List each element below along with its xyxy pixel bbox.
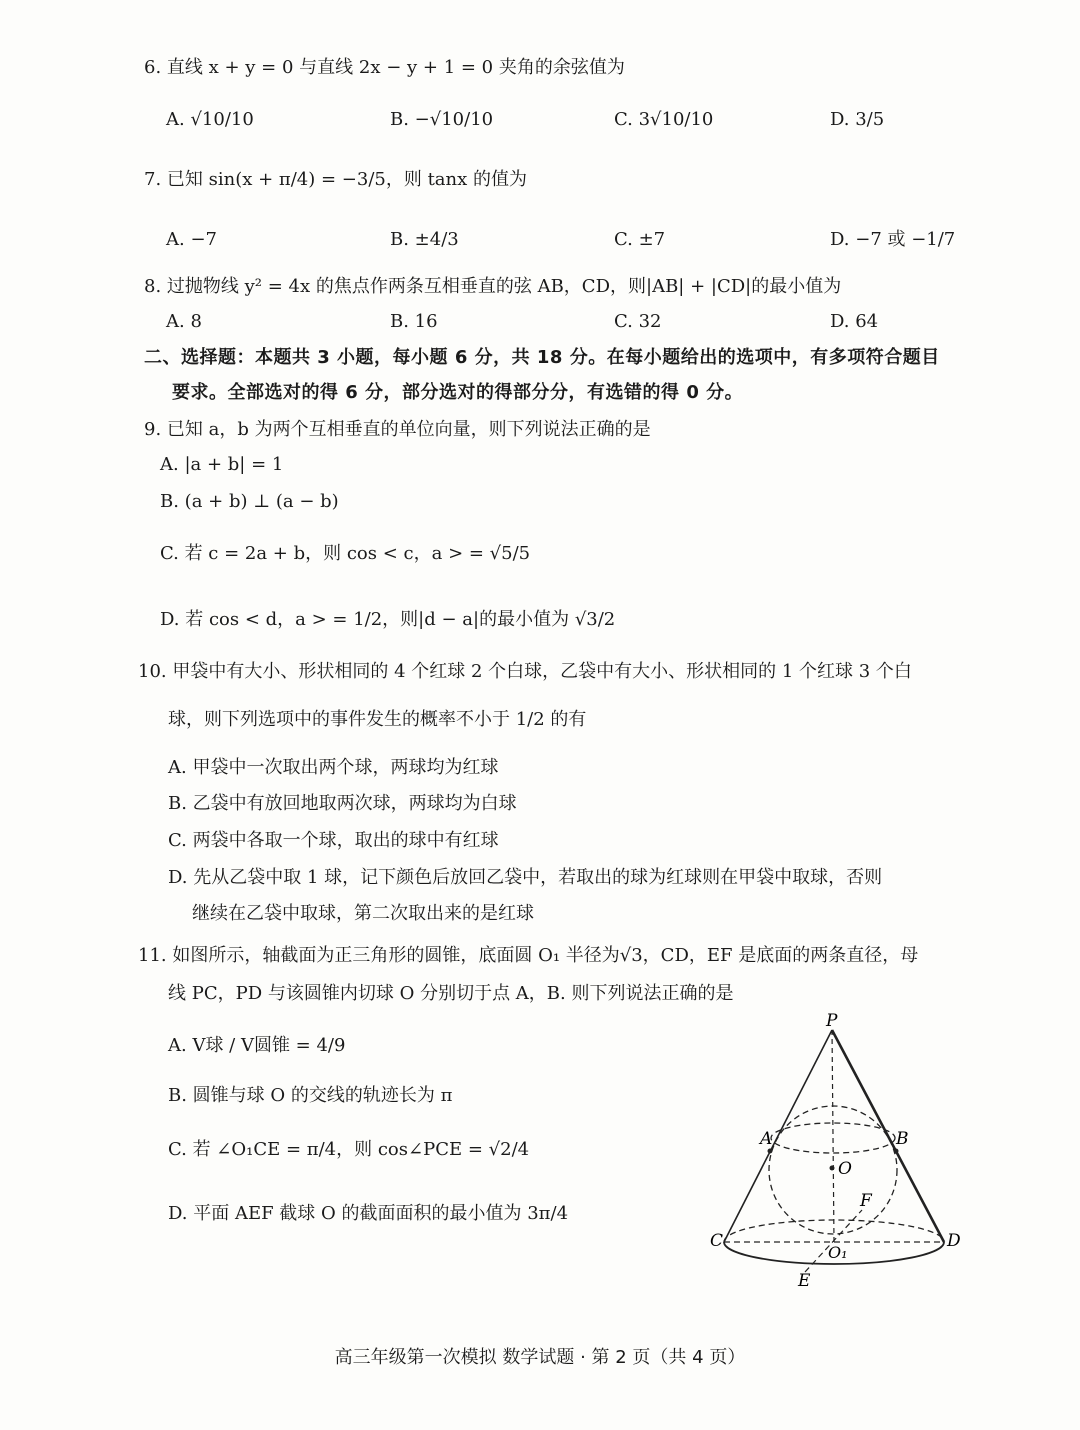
label-c: C: [710, 1231, 724, 1251]
q8-option-c: C. 32: [614, 311, 662, 332]
q7-stem: 7. 已知 sin(x + π/4) = −3/5，则 tanx 的值为: [144, 169, 528, 190]
q11-stem: 11. 如图所示，轴截面为正三角形的圆锥，底面圆 O₁ 半径为√3，CD，EF 是底面的两条直径，母: [138, 945, 919, 966]
cone-axis: [832, 1030, 834, 1242]
q9-option-c: C. 若 c = 2a + b，则 cos < c，a > = √5/5: [160, 543, 531, 564]
label-a: A: [760, 1129, 773, 1149]
q7-option-c: C. ±7: [614, 229, 666, 250]
q11-option-d: D. 平面 AEF 截球 O 的截面面积的最小值为 3π/4: [168, 1203, 569, 1224]
section2-heading: 二、选择题：本题共 3 小题，每小题 6 分，共 18 分。在每小题给出的选项中，有多项符合题目: [144, 347, 940, 368]
point-b-dot: [894, 1149, 899, 1154]
q8-option-d: D. 64: [830, 311, 879, 332]
q9-option-a: A. |a + b| = 1: [160, 454, 284, 475]
center-o-dot: [830, 1166, 835, 1171]
q11-stem-cont: 线 PC，PD 与该圆锥内切球 O 分别切于点 A，B. 则下列说法正确的是: [168, 983, 734, 1004]
point-a-dot: [768, 1149, 773, 1154]
generatrix-pc: [724, 1030, 832, 1242]
q9-option-b: B. (a + b) ⊥ (a − b): [160, 491, 339, 512]
q6-option-b: B. −√10/10: [390, 109, 494, 130]
label-e: E: [798, 1271, 811, 1291]
label-b: B: [896, 1129, 909, 1149]
label-o1: O₁: [828, 1243, 848, 1262]
q7-option-b: B. ±4/3: [390, 229, 459, 250]
q7-option-a: A. −7: [166, 229, 217, 250]
cone-sphere-figure: [700, 1010, 980, 1300]
q11-option-a: A. V球 / V圆锥 = 4/9: [168, 1035, 346, 1056]
q8-option-b: B. 16: [390, 311, 438, 332]
page-footer: 高三年级第一次模拟 数学试题 · 第 2 页（共 4 页）: [334, 1347, 746, 1368]
label-d: D: [947, 1231, 961, 1251]
q10-option-a: A. 甲袋中一次取出两个球，两球均为红球: [168, 757, 499, 778]
q7-option-d: D. −7 或 −1/7: [830, 229, 956, 250]
q9-option-d: D. 若 cos < d，a > = 1/2，则|d − a|的最小值为 √3/2: [160, 609, 616, 630]
q6-option-a: A. √10/10: [166, 109, 254, 130]
label-o: O: [838, 1159, 852, 1179]
q8-stem: 8. 过抛物线 y² = 4x 的焦点作两条互相垂直的弦 AB，CD，则|AB| + |CD|的最小值为: [144, 276, 842, 297]
label-p: P: [826, 1011, 838, 1031]
q10-option-d: D. 先从乙袋中取 1 球，记下颜色后放回乙袋中，若取出的球为红球则在甲袋中取球，否则: [168, 867, 883, 888]
q6-option-c: C. 3√10/10: [614, 109, 714, 130]
q11-option-c: C. 若 ∠O₁CE = π/4，则 cos∠PCE = √2/4: [168, 1139, 530, 1160]
section2-heading-cont: 要求。全部选对的得 6 分，部分选对的得部分分，有选错的得 0 分。: [172, 382, 744, 403]
q6-stem: 6. 直线 x + y = 0 与直线 2x − y + 1 = 0 夹角的余弦值为: [144, 57, 625, 78]
q10-stem: 10. 甲袋中有大小、形状相同的 4 个红球 2 个白球，乙袋中有大小、形状相同的 1 个红球 3 个白: [138, 661, 912, 682]
generatrix-pd: [832, 1030, 944, 1242]
q11-option-b: B. 圆锥与球 O 的交线的轨迹长为 π: [168, 1085, 453, 1106]
q10-stem-cont: 球，则下列选项中的事件发生的概率不小于 1/2 的有: [168, 709, 587, 730]
q10-option-c: C. 两袋中各取一个球，取出的球中有红球: [168, 830, 499, 851]
q8-option-a: A. 8: [166, 311, 202, 332]
q9-stem: 9. 已知 a，b 为两个互相垂直的单位向量，则下列说法正确的是: [144, 419, 651, 440]
q6-option-d: D. 3/5: [830, 109, 885, 130]
label-f: F: [860, 1191, 872, 1211]
q10-option-d-cont: 继续在乙袋中取球，第二次取出来的是红球: [192, 903, 534, 924]
q10-option-b: B. 乙袋中有放回地取两次球，两球均为白球: [168, 793, 517, 814]
